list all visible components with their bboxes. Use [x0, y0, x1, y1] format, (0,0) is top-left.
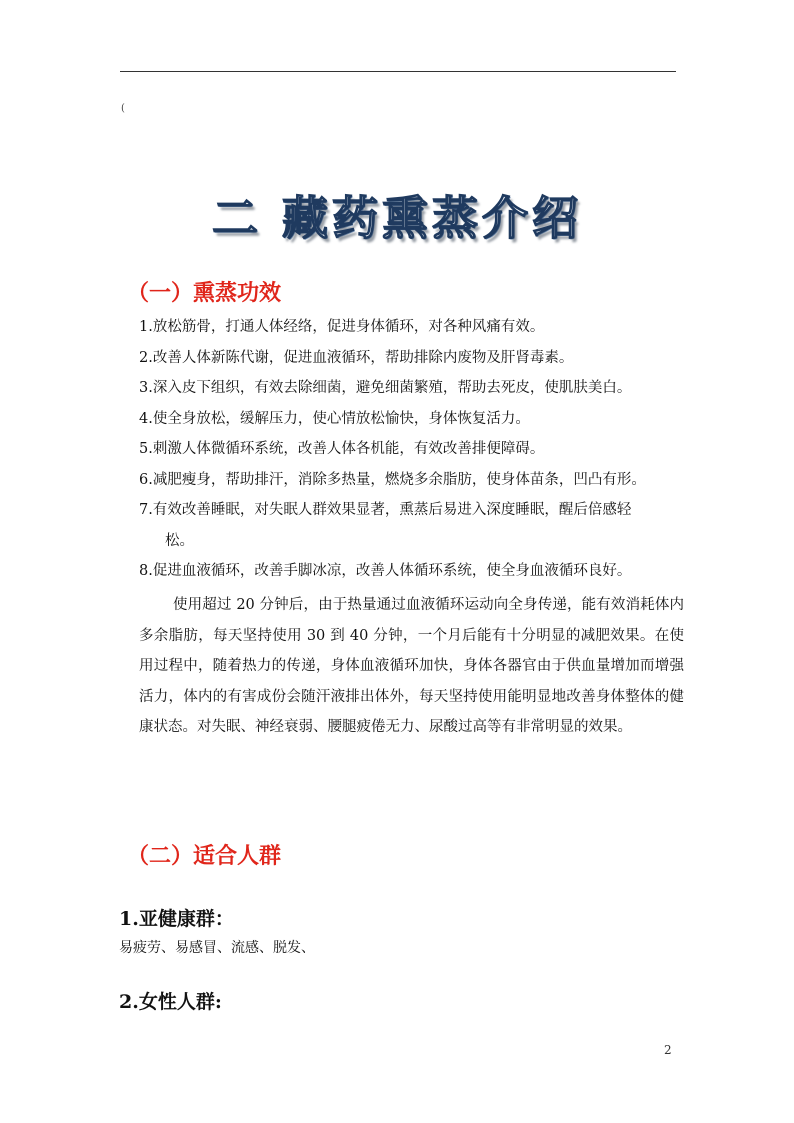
- group-title-subhealth: 1.亚健康群：: [119, 908, 234, 930]
- group-title-women: 2.女性人群:: [119, 991, 222, 1013]
- list-item-continuation: 松。: [165, 532, 194, 549]
- list-item: 3.深入皮下组织，有效去除细菌，避免细菌繁殖，帮助去死皮，使肌肤美白。: [139, 380, 632, 396]
- list-item: [139, 495, 684, 556]
- list-item-text: 7.有效改善睡眠，对失眠人群效果显著，熏蒸后易进入深度睡眠，醒后倍感轻: [139, 502, 632, 518]
- list-item: 4.使全身放松，缓解压力，使心情放松愉快，身体恢复活力。: [139, 410, 530, 427]
- stray-mark: (: [121, 103, 125, 114]
- list-item: 6.减肥瘦身，帮助排汗，消除多热量，燃烧多余脂肪，使身体苗条，凹凸有形。: [139, 471, 646, 488]
- header-rule: [120, 71, 676, 72]
- section-heading-target-groups: （二）适合人群: [127, 843, 282, 869]
- main-title: 二 藏药熏蒸介绍: [211, 191, 582, 245]
- list-item: 5.刺激人体微循环系统，改善人体各机能，有效改善排便障碍。: [139, 441, 545, 457]
- group-text-subhealth: 易疲劳、易感冒、流感、脱发、: [119, 940, 315, 956]
- section-heading-effects: （一）熏蒸功效: [127, 280, 282, 306]
- list-item: 2.改善人体新陈代谢，促进血液循环，帮助排除内废物及肝肾毒素。: [139, 349, 574, 366]
- page-number: 2: [664, 1043, 672, 1057]
- list-item: 1.放松筋骨，打通人体经络，促进身体循环，对各种风痛有效。: [139, 319, 545, 335]
- effects-paragraph: 使用超过 20 分钟后，由于热量通过血液循环运动向全身传递，能有效消耗体内多余脂肪，每天坚持使用 30 到 40 分钟，一个月后能有十分明显的减肥效果。在使用过程中，随着热力的传递，身体血液循环加快，身体各器官由于供血量增加而增强活力，体内的有害成份会随汗液排出体外，每天坚持使用能明显地改善身体整体的健康状态。对失眠、神经衰弱、腰腿疲倦无力、尿酸过高等有非常明显的效果。: [139, 597, 684, 735]
- effects-list: [139, 312, 684, 587]
- list-item: 8.促进血液循环，改善手脚冰凉，改善人体循环系统，使全身血液循环良好。: [139, 563, 632, 579]
